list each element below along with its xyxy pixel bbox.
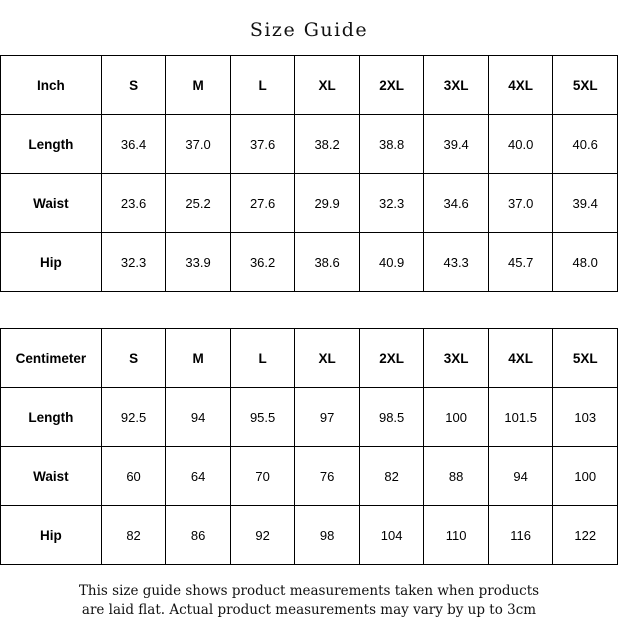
table-cell: 37.6 [230,115,295,174]
size-table-centimeter [0,328,618,565]
column-header-size: 2XL [359,56,424,115]
table-cell: 100 [553,447,618,506]
table-cell: 40.6 [553,115,618,174]
table-cell: 104 [359,506,424,565]
table-cell: 122 [553,506,618,565]
table-cell: 98 [295,506,360,565]
table-row [1,115,618,174]
table-cell: 92.5 [101,388,166,447]
table-cell: 88 [424,447,489,506]
table-cell: 40.0 [488,115,553,174]
column-header-size: 3XL [424,329,489,388]
table-cell: 29.9 [295,174,360,233]
column-header-size: 4XL [488,56,553,115]
table-cell: 94 [488,447,553,506]
table-cell: 36.2 [230,233,295,292]
table-cell: 116 [488,506,553,565]
size-table-inch [0,55,618,292]
table-row [1,233,618,292]
table-spacer [0,292,618,328]
table-header-row [1,329,618,388]
column-header-size: 3XL [424,56,489,115]
table-cell: 33.9 [166,233,231,292]
table-row [1,447,618,506]
table-cell: 40.9 [359,233,424,292]
table-row [1,174,618,233]
table-cell: 76 [295,447,360,506]
row-label: Waist [1,447,102,506]
table-row [1,506,618,565]
unit-label-centimeter: Centimeter [1,329,102,388]
row-label: Waist [1,174,102,233]
column-header-size: 5XL [553,56,618,115]
table-cell: 110 [424,506,489,565]
table-cell: 94 [166,388,231,447]
table-cell: 82 [359,447,424,506]
table-cell: 82 [101,506,166,565]
table-cell: 95.5 [230,388,295,447]
row-label: Hip [1,233,102,292]
column-header-size: M [166,56,231,115]
table-cell: 97 [295,388,360,447]
table-cell: 70 [230,447,295,506]
table-cell: 38.2 [295,115,360,174]
column-header-size: XL [295,329,360,388]
column-header-size: S [101,329,166,388]
column-header-size: M [166,329,231,388]
column-header-size: L [230,329,295,388]
table-cell: 32.3 [101,233,166,292]
column-header-size: XL [295,56,360,115]
table-cell: 43.3 [424,233,489,292]
table-cell: 39.4 [553,174,618,233]
page-title: Size Guide [249,19,369,41]
table-cell: 86 [166,506,231,565]
column-header-size: 2XL [359,329,424,388]
table-cell: 98.5 [359,388,424,447]
column-header-size: 4XL [488,329,553,388]
footer-note [0,565,618,620]
table-cell: 64 [166,447,231,506]
column-header-size: 5XL [553,329,618,388]
table-cell: 45.7 [488,233,553,292]
row-label: Length [1,388,102,447]
row-label: Hip [1,506,102,565]
table-cell: 27.6 [230,174,295,233]
column-header-size: L [230,56,295,115]
table-cell: 101.5 [488,388,553,447]
table-cell: 60 [101,447,166,506]
table-cell: 103 [553,388,618,447]
table-cell: 92 [230,506,295,565]
column-header-size: S [101,56,166,115]
table-header-row [1,56,618,115]
table-cell: 100 [424,388,489,447]
footer-note-line-1: This size guide shows product measurements taken when products [78,583,540,599]
table-cell: 25.2 [166,174,231,233]
table-cell: 38.8 [359,115,424,174]
table-row [1,388,618,447]
table-cell: 38.6 [295,233,360,292]
table-cell: 34.6 [424,174,489,233]
footer-note-line-2: are laid flat. Actual product measurements may vary by up to 3cm [81,602,537,618]
table-cell: 37.0 [488,174,553,233]
table-cell: 37.0 [166,115,231,174]
table-cell: 48.0 [553,233,618,292]
table-cell: 23.6 [101,174,166,233]
table-cell: 39.4 [424,115,489,174]
unit-label-inch: Inch [1,56,102,115]
table-cell: 32.3 [359,174,424,233]
table-cell: 36.4 [101,115,166,174]
row-label: Length [1,115,102,174]
